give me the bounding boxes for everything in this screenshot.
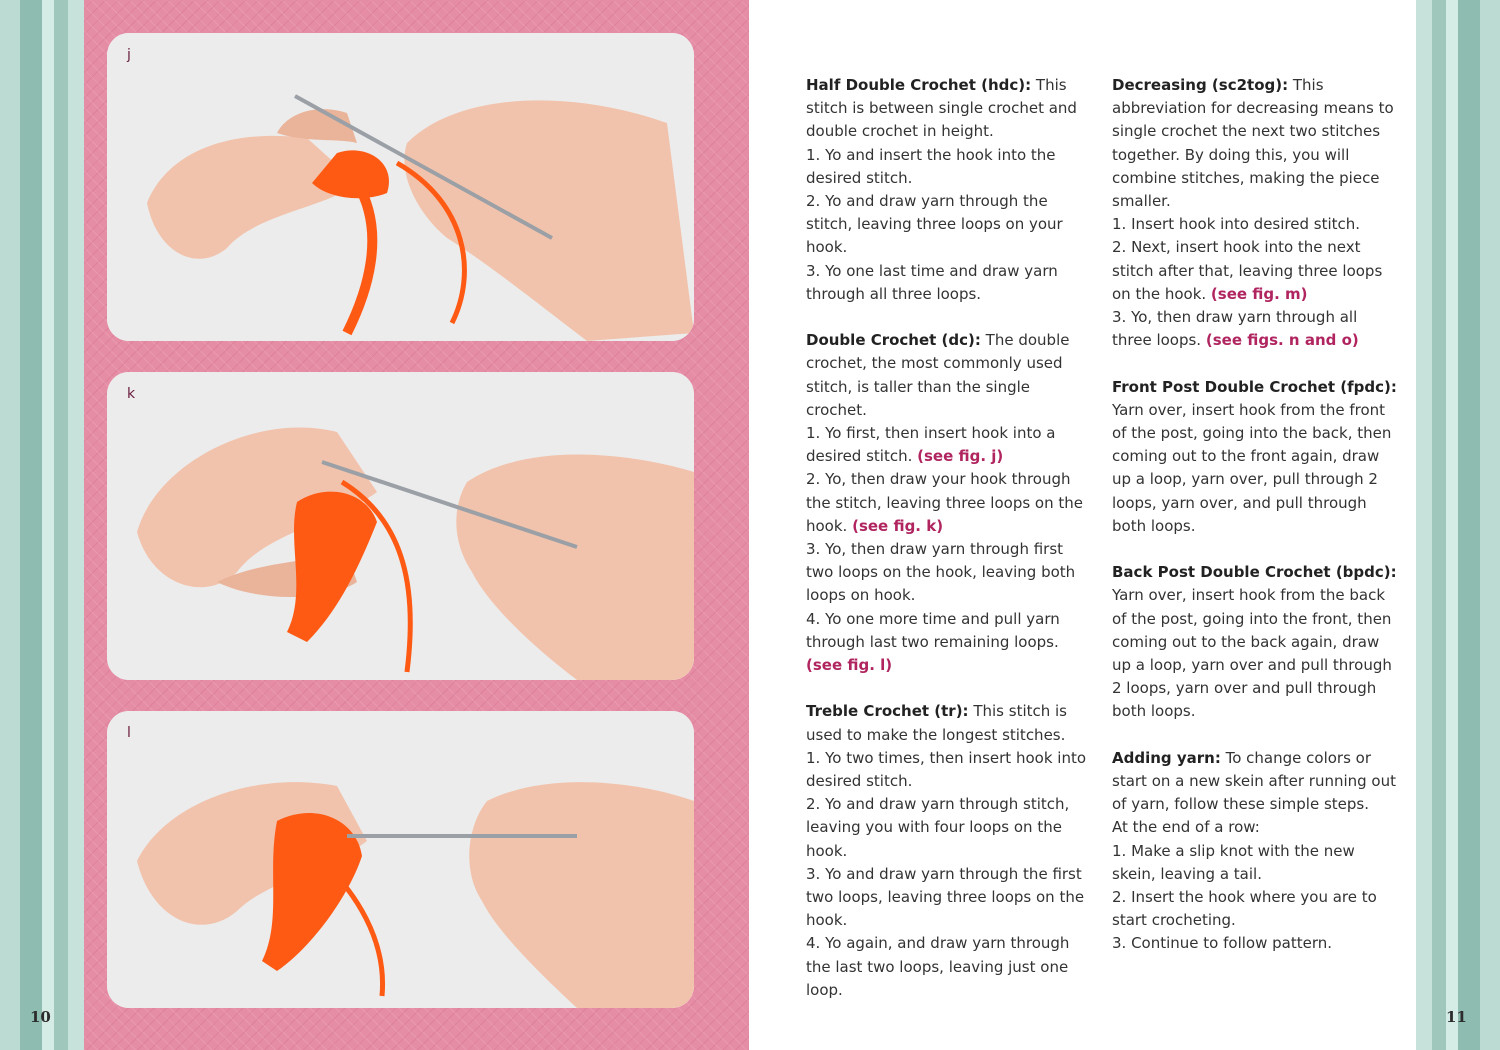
body-adding-yarn: To change colors or start on a new skein after running out of yarn, follow these simple steps. At the end of a row: 1. Make a slip knot with the new skein, leaving a tail. 2. Insert the hook where you are to start crocheting. 3. Continue to follow pattern.: [1112, 748, 1396, 953]
section-adding-yarn: [1112, 747, 1397, 956]
section-hdc: [806, 74, 1091, 306]
figure-label-k: k: [127, 386, 136, 402]
body-fpdc: Yarn over, insert hook from the front of the post, going into the back, then coming out to the front again, draw up a loop, yarn over, pull through 2 loops, yarn over, and pull through both loops.: [1112, 400, 1392, 535]
text-column-right: [1112, 74, 1397, 979]
figure-j: [107, 33, 694, 341]
heading-dc: Double Crochet (dc):: [806, 331, 981, 350]
heading-bpdc: Back Post Double Crochet (bpdc):: [1112, 563, 1397, 582]
body-tr: This stitch is used to make the longest stitches. 1. Yo two times, then insert hook into desired stitch. 2. Yo and draw yarn through stitch, leaving you with four loops on the hook. 3. Yo and draw yarn through the first two loops, leaving three loops on the hook. 4. Yo again, and draw yarn through the last two loops, leaving just one loop.: [806, 702, 1087, 999]
body-hdc: This stitch is between single crochet and double crochet in height. 1. Yo and insert the hook into the desired stitch. 2. Yo and draw yarn through the stitch, leaving three loops on your hook. 3. Yo one last time and draw yarn through all three loops.: [806, 76, 1077, 303]
heading-adding-yarn: Adding yarn:: [1112, 748, 1221, 767]
crochet-photo-k: [107, 372, 694, 680]
section-tr: [806, 700, 1091, 1002]
body-sc2tog: This abbreviation for decreasing means to single crochet the next two stitches together. By doing this, you will combine stitches, making the piece smaller. 1. Insert hook into desired stitch. 2. Next, insert hook into the next stitch after that, leaving three loops on the hook.: [1112, 76, 1394, 303]
page-number-right: 11: [1446, 1008, 1467, 1026]
section-bpdc: [1112, 561, 1397, 723]
figure-l: [107, 711, 694, 1008]
section-sc2tog: [1112, 74, 1397, 352]
body-bpdc: Yarn over, insert hook from the back of the post, going into the front, then coming out to the back again, draw up a loop, yarn over and pull through 2 loops, yarn over and pull through both loops.: [1112, 586, 1392, 721]
figure-ref-k: (see fig. k): [852, 516, 944, 535]
right-stripe-border: [1416, 0, 1500, 1050]
section-fpdc: [1112, 376, 1397, 538]
figure-label-l: l: [127, 725, 131, 741]
figure-ref-m: (see fig. m): [1210, 284, 1308, 303]
figure-ref-j: (see fig. j): [917, 447, 1004, 466]
figure-ref-n-o: (see figs. n and o): [1205, 331, 1359, 350]
figure-label-j: j: [127, 47, 131, 63]
body-dc: The double crochet, the most commonly used stitch, is taller than the single crochet. 1. Yo first, then insert hook into a desired stitch.: [806, 331, 1070, 466]
figure-ref-l: (see fig. l): [806, 656, 893, 675]
text-column-left: [806, 74, 1091, 1025]
heading-tr: Treble Crochet (tr):: [806, 702, 969, 721]
crochet-photo-l: [107, 711, 694, 1008]
body-sc2tog-2: 3. Yo, then draw yarn through all three loops.: [1112, 308, 1358, 350]
section-dc: [806, 329, 1091, 677]
figure-k: [107, 372, 694, 680]
heading-fpdc: Front Post Double Crochet (fpdc):: [1112, 377, 1397, 396]
left-stripe-border: [0, 0, 84, 1050]
heading-sc2tog: Decreasing (sc2tog):: [1112, 76, 1289, 94]
page-number-left: 10: [30, 1008, 51, 1026]
body-dc-2: 2. Yo, then draw your hook through the stitch, leaving three loops on the hook.: [806, 470, 1083, 535]
crochet-photo-j: [107, 33, 694, 341]
body-dc-3: 3. Yo, then draw yarn through first two loops on the hook, leaving both loops on hook. 4. Yo one more time and pull yarn through last two remaining loops.: [806, 540, 1076, 651]
heading-hdc: Half Double Crochet (hdc):: [806, 76, 1032, 94]
